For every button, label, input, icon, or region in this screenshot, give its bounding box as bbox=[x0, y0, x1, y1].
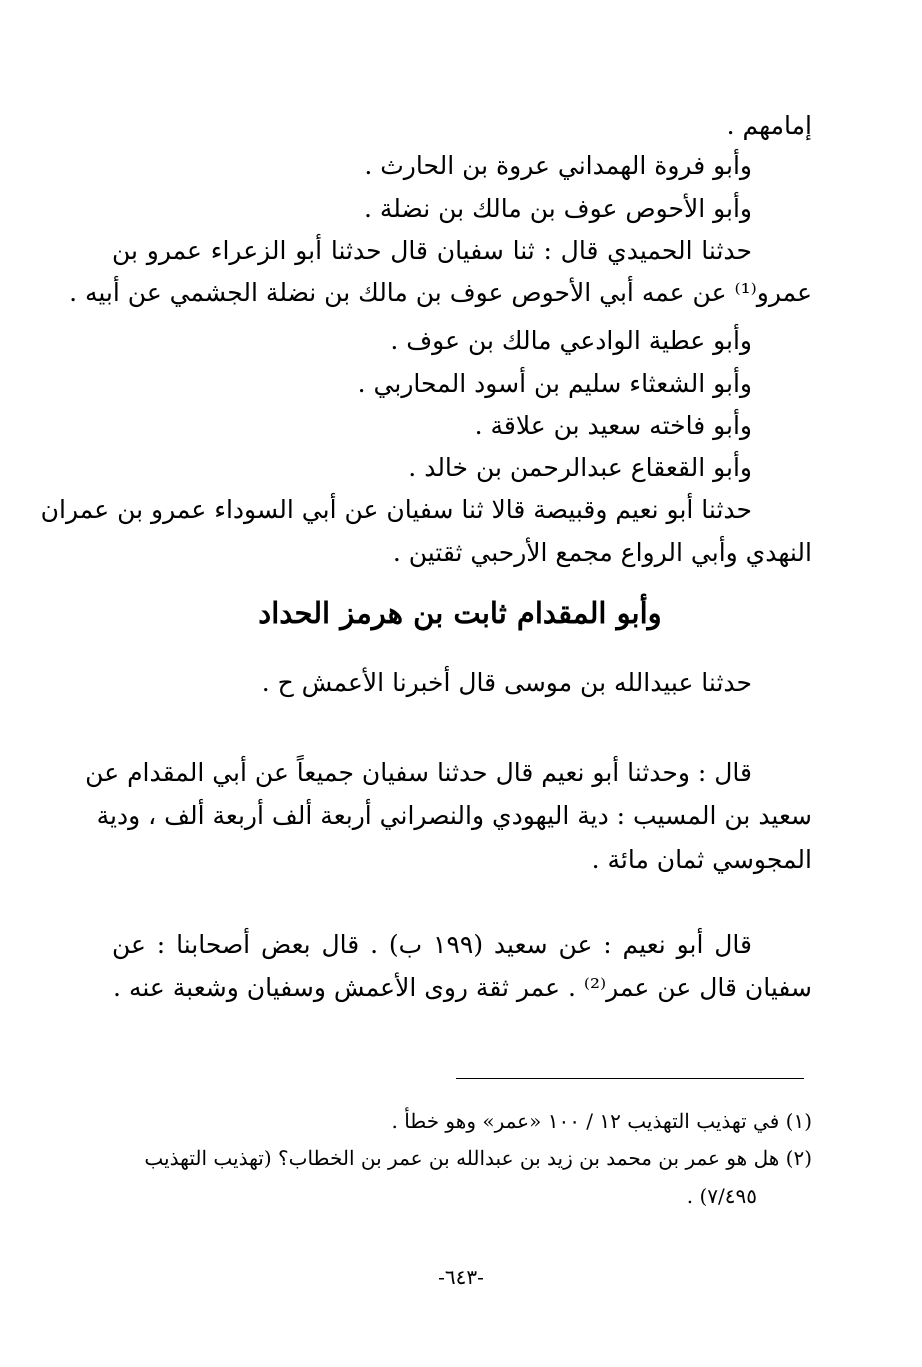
text-line: حدثنا عبيدالله بن موسى قال أخبرنا الأعمش ح . bbox=[261, 668, 752, 697]
text-line: وأبو القعقاع عبدالرحمن بن خالد . bbox=[408, 453, 752, 482]
text-line: حدثنا الحميدي قال : ثنا سفيان قال حدثنا أبو الزعراء عمرو بن bbox=[112, 236, 752, 265]
text-line: المجوسي ثمان مائة . bbox=[591, 845, 812, 874]
section-heading: وأبو المقدام ثابت بن هرمز الحداد bbox=[258, 596, 662, 630]
text-line: وأبو فاخته سعيد بن علاقة . bbox=[474, 411, 752, 440]
text-line: سعيد بن المسيب : دية اليهودي والنصراني أربعة ألف أربعة ألف ، ودية bbox=[96, 801, 812, 830]
footnote: ٧/٤٩٥) . bbox=[686, 1184, 757, 1208]
footnote-divider bbox=[456, 1078, 804, 1079]
text-line: وأبو الأحوص عوف بن مالك بن نضلة . bbox=[363, 194, 752, 223]
page-number: -٦٤٣- bbox=[438, 1265, 484, 1289]
footnote: (٢) هل هو عمر بن محمد بن زيد بن عبدالله بن عمر بن الخطاب؟ (تهذيب التهذيب bbox=[144, 1146, 812, 1170]
text-line: وأبو الشعثاء سليم بن أسود المحاربي . bbox=[357, 369, 752, 398]
text-line: عمرو⁽¹⁾ عن عمه أبي الأحوص عوف بن مالك بن نضلة الجشمي عن أبيه . bbox=[69, 278, 812, 307]
text-line: سفيان قال عن عمر⁽²⁾ . عمر ثقة روى الأعمش وسفيان وشعبة عنه . bbox=[113, 973, 812, 1002]
text-line: قال أبو نعيم : عن سعيد (١٩٩ ب) . قال بعض أصحابنا : عن bbox=[112, 930, 752, 959]
text-line: إمامهم . bbox=[726, 111, 812, 140]
text-line: قال : وحدثنا أبو نعيم قال حدثنا سفيان جميعاً عن أبي المقدام عن bbox=[85, 758, 752, 787]
text-line: حدثنا أبو نعيم وقبيصة قالا ثنا سفيان عن أبي السوداء عمرو بن عمران bbox=[40, 495, 752, 524]
text-line: النهدي وأبي الرواع مجمع الأرحبي ثقتين . bbox=[392, 538, 812, 567]
footnote: (١) في تهذيب التهذيب ١٢ / ١٠٠ «عمر» وهو خطأ . bbox=[391, 1109, 812, 1133]
text-line: وأبو عطية الوادعي مالك بن عوف . bbox=[390, 326, 752, 355]
text-line: وأبو فروة الهمداني عروة بن الحارث . bbox=[364, 151, 752, 180]
